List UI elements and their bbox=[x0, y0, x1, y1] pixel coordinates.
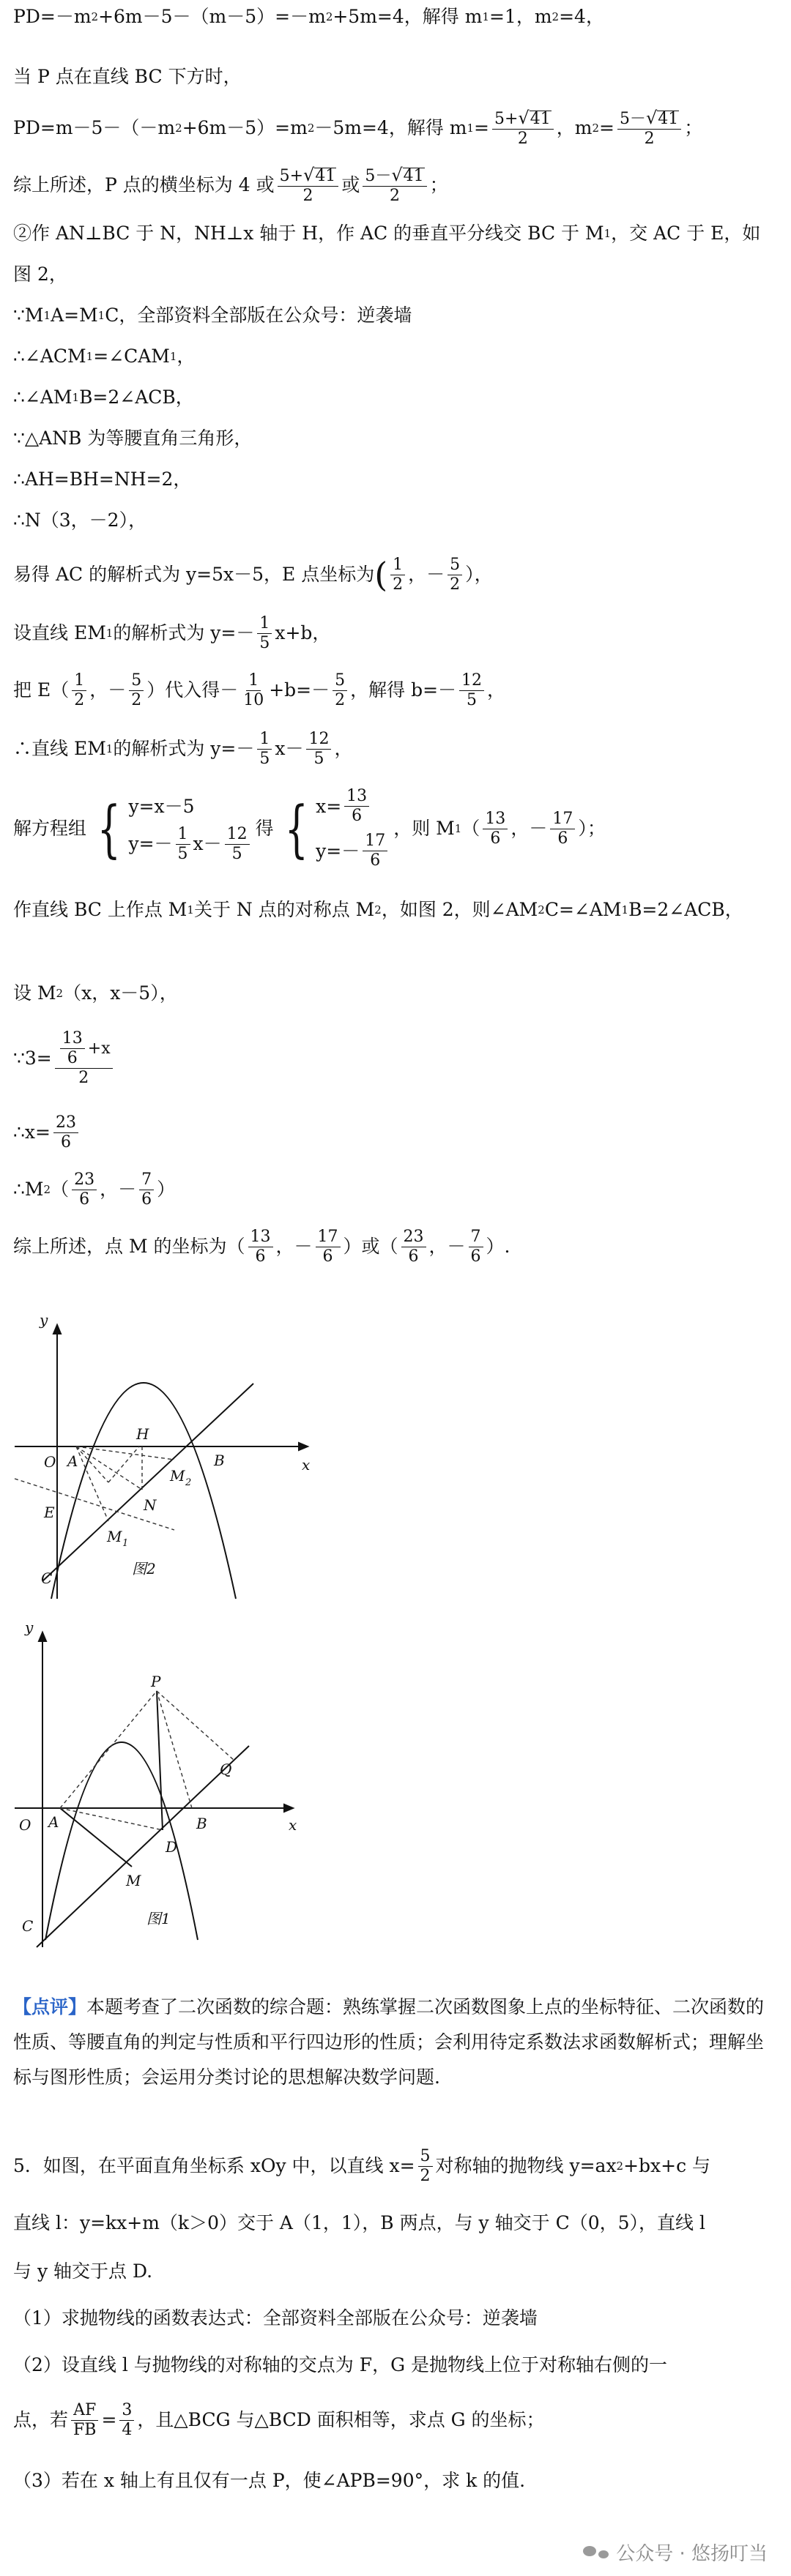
solution-line-18: 作直线 BC 上作点 M 1 关于 N 点的对称点 M 2 ，如图 2，则∠AM 2 C=∠AM 1 B=2∠ACB， bbox=[13, 899, 743, 920]
svg-text:x: x bbox=[302, 1456, 311, 1474]
svg-text:A: A bbox=[48, 1813, 59, 1831]
fraction: $\frac{7}{6}$ bbox=[469, 1228, 483, 1266]
solution-line-19: 设 M 2 （x，x－5）， bbox=[13, 982, 178, 1004]
equation-system: { y=x－5 y=－ $\frac{1}{5}$ x－ $\frac{12}{5}$ bbox=[89, 794, 253, 864]
segment-pd bbox=[157, 1691, 163, 1830]
solution-line-11: ∴AH=BH=NH=2， bbox=[13, 468, 192, 490]
solution-line-15: 把 E（ $\frac{1}{2}$ ，－ $\frac{5}{2}$ ）代入得－ $\frac{1}{10}$ +b=－ $\frac{5}{2}$ ，解得 b=－ $\frac{12}{5}$ ， bbox=[13, 671, 506, 709]
svg-text:x: x bbox=[289, 1816, 297, 1834]
problem5-question-1: （1）求抛物线的函数表达式：全部资料全部版在公众号：逆袭墙 bbox=[13, 2307, 538, 2329]
x-axis-arrow bbox=[299, 1443, 308, 1450]
svg-text:B: B bbox=[214, 1452, 225, 1469]
svg-text:Q: Q bbox=[220, 1761, 232, 1778]
svg-text:图2: 图2 bbox=[132, 1560, 156, 1578]
figure-1-graph bbox=[0, 1610, 337, 1955]
solution-line-4: 综上所述，P 点的横坐标为 4 或 5+ √ 41 2 或 5－ √ 41 2 ； bbox=[13, 164, 448, 205]
problem5-question-2a: （2）设直线 l 与抛物线的对称轴的交点为 F，G 是抛物线上位于对称轴右侧的一 bbox=[13, 2354, 668, 2375]
svg-text:C: C bbox=[41, 1569, 53, 1587]
wechat-icon bbox=[583, 2546, 609, 2558]
svg-text:图1: 图1 bbox=[146, 1910, 171, 1927]
fraction-5-minus-root41: 5－ √ 41 2 bbox=[617, 108, 681, 149]
fraction-5-plus-root41: 5+ √ 41 2 bbox=[278, 165, 339, 206]
equation-solution: { x= $\frac{13}{6}$ y=－ $\frac{17}{6}$ bbox=[277, 787, 391, 870]
solution-line-9: ∴∠AM 1 B=2∠ACB， bbox=[13, 387, 194, 408]
y-axis-arrow bbox=[53, 1325, 61, 1334]
construction-lines bbox=[60, 1691, 234, 1830]
svg-text:P: P bbox=[151, 1673, 161, 1690]
fraction: $\frac{1}{2}$ bbox=[72, 671, 86, 710]
svg-text:M: M bbox=[126, 1872, 141, 1889]
fraction: $\frac{17}{6}$ bbox=[550, 810, 575, 848]
line-bc bbox=[37, 1746, 249, 1947]
solution-line-14: 设直线 EM 1 的解析式为 y=－ $\frac{1}{5}$ x+b， bbox=[13, 613, 331, 652]
fraction: $\frac{1}{5}$ bbox=[257, 614, 272, 653]
commentary bbox=[13, 1990, 778, 2095]
svg-text:D: D bbox=[166, 1838, 178, 1856]
fraction: $\frac{12}{5}$ bbox=[459, 671, 484, 710]
solution-line-23: 综上所述，点 M 的坐标为（ $\frac{13}{6}$ ，－ $\frac{17}{6}$ ）或（ $\frac{23}{6}$ ，－ $\frac{7}{6}$ ）. bbox=[13, 1227, 510, 1266]
svg-text:1: 1 bbox=[122, 1538, 129, 1549]
fraction: $\frac{1}{5}$ bbox=[257, 730, 272, 769]
svg-text:A: A bbox=[67, 1452, 78, 1470]
solution-line-8: ∴∠ACM 1 =∠CAM 1 ， bbox=[13, 346, 196, 367]
fraction: $\frac{17}{6}$ bbox=[316, 1228, 341, 1266]
svg-text:C: C bbox=[22, 1917, 34, 1935]
figure-1 bbox=[0, 1610, 337, 1955]
problem5-line-2: 直线 l：y=kx+m（k＞0）交于 A（1，1），B 两点，与 y 轴交于 C（0，5），直线 l bbox=[13, 2212, 705, 2233]
svg-text:y: y bbox=[40, 1311, 48, 1329]
fraction: $\frac{5}{2}$ bbox=[333, 671, 347, 710]
fraction-5-minus-root41: 5－ √ 41 2 bbox=[363, 165, 426, 206]
figure-2 bbox=[0, 1303, 337, 1610]
fraction-5-plus-root41: 5+ √ 41 2 bbox=[492, 108, 554, 149]
fraction: $\frac{23}{6}$ bbox=[401, 1228, 426, 1266]
fraction: $\frac{5}{2}$ bbox=[129, 671, 144, 710]
svg-text:y: y bbox=[25, 1619, 34, 1636]
solution-line-3: PD=m－5－（－m 2 +6m－5）=m 2 －5m=4，解得 m 1 = 5+ √ 41 2 ，m 2 = 5－ √ 41 2 ； bbox=[13, 107, 703, 148]
svg-text:E: E bbox=[44, 1504, 55, 1521]
fraction: $\frac{1}{2}$ bbox=[390, 556, 405, 594]
solution-line-12: ∴N（3，－2）， bbox=[13, 509, 147, 531]
solution-line-10: ∵△ANB 为等腰直角三角形， bbox=[13, 428, 253, 449]
problem5-line-3: 与 y 轴交于点 D. bbox=[13, 2260, 153, 2282]
ratio-af-fb: $\frac{AF}{FB}$ bbox=[71, 2401, 98, 2440]
solution-line-13: 易得 AC 的解析式为 y=5x－5，E 点坐标为 ( $\frac{1}{2}$ ，－ $\frac{5}{2}$ ）， bbox=[13, 555, 493, 594]
svg-text:H: H bbox=[136, 1425, 149, 1443]
problem5-question-3: （3）若在 x 轴上有且仅有一点 P，使∠APB=90°，求 k 的值. bbox=[13, 2470, 526, 2491]
solution-line-16: ∴直线 EM 1 的解析式为 y=－ $\frac{1}{5}$ x－ $\frac{12}{5}$ ， bbox=[13, 729, 353, 768]
solution-line-7: ∵M 1 A=M 1 C，全部资料全部版在公众号：逆袭墙 bbox=[13, 305, 412, 326]
fraction: $\frac{12}{5}$ bbox=[306, 730, 331, 769]
svg-text:O: O bbox=[44, 1453, 56, 1471]
fraction: $\frac{23}{6}$ bbox=[53, 1113, 78, 1152]
figure-2-graph bbox=[0, 1303, 337, 1610]
ratio-3-4: $\frac{3}{4}$ bbox=[119, 2401, 134, 2440]
svg-text:M: M bbox=[107, 1528, 122, 1545]
problem5-line-1: 5．如图，在平面直角坐标系 xOy 中，以直线 x= $\frac{5}{2}$ 对称轴的抛物线 y=ax 2 +bx+c 与 bbox=[13, 2146, 711, 2185]
solution-line-22: ∴M 2 （ $\frac{23}{6}$ ，－ $\frac{7}{6}$ ） bbox=[13, 1170, 176, 1209]
fraction: $\frac{1}{5}$ bbox=[176, 825, 190, 864]
fraction: $\frac{13}{6}$ bbox=[248, 1228, 273, 1266]
solution-line-6: 图 2， bbox=[13, 264, 67, 285]
fraction: $\frac{17}{6}$ bbox=[363, 832, 387, 870]
construction-lines bbox=[15, 1446, 174, 1530]
y-axis-arrow bbox=[39, 1632, 46, 1641]
fraction: $\frac{5}{2}$ bbox=[448, 556, 462, 594]
segment-am bbox=[60, 1808, 132, 1867]
solution-line-1: PD=－m 2 +6m－5－（m－5）=－m 2 +5m=4，解得 m 1 =1，m 2 =4， bbox=[13, 6, 604, 27]
comment-text: 本题考查了二次函数的综合题：熟练掌握二次函数图象上点的坐标特征、二次函数的性质、等腰直角的判定与性质和平行四边形的性质；会利用待定系数法求函数解析式；理解坐标与图形性质；会运用分类讨论的思想解决数学问题. bbox=[13, 1996, 765, 2088]
svg-text:B: B bbox=[196, 1815, 207, 1832]
fraction: $\frac{1}{10}$ bbox=[243, 671, 264, 709]
svg-text:2: 2 bbox=[185, 1477, 192, 1488]
figure-1-labels bbox=[19, 1619, 297, 1935]
fraction: $\frac{5}{2}$ bbox=[418, 2147, 433, 2186]
solution-line-20: ∵3= $\frac{13}{6}$ +x 2 bbox=[13, 1022, 778, 1095]
solution-line-2: 当 P 点在直线 BC 下方时， bbox=[13, 66, 242, 87]
x-axis-arrow bbox=[284, 1804, 293, 1812]
fraction: $\frac{13}{6}$ bbox=[344, 787, 369, 826]
comment-tag: 【点评】 bbox=[13, 1996, 87, 2017]
compound-fraction: $\frac{13}{6}$ +x 2 bbox=[55, 1029, 113, 1088]
fraction: $\frac{13}{6}$ bbox=[60, 1029, 85, 1068]
fraction: $\frac{13}{6}$ bbox=[483, 810, 508, 848]
fraction: $\frac{7}{6}$ bbox=[139, 1171, 154, 1209]
watermark bbox=[583, 2539, 768, 2566]
watermark-text: 公众号 · 悠扬叮当 bbox=[616, 2543, 768, 2565]
svg-text:N: N bbox=[144, 1496, 157, 1514]
problem5-question-2b: 点，若 $\frac{AF}{FB}$ = $\frac{3}{4}$ ，且△BCG 与△BCD 面积相等，求点 G 的坐标； bbox=[13, 2400, 545, 2439]
line-bc bbox=[42, 1384, 253, 1581]
svg-text:O: O bbox=[19, 1816, 31, 1834]
solution-line-17: 解方程组 { y=x－5 y=－ $\frac{1}{5}$ x－ $\frac{12}{5}$ 得 { x= $\frac{13}{6}$ y=－ $\frac{17}{6}$ ，则 M 1 （ $\frac{13}{6}$ ，－ $\frac{17}{6}$ ）； bbox=[13, 787, 606, 870]
svg-text:M: M bbox=[170, 1467, 185, 1485]
solution-line-5: ②作 AN⊥BC 于 N，NH⊥x 轴于 H，作 AC 的垂直平分线交 BC 于 M 1 ，交 AC 于 E，如 bbox=[13, 223, 761, 244]
solution-line-21: ∴x= $\frac{23}{6}$ bbox=[13, 1108, 778, 1157]
fraction: $\frac{23}{6}$ bbox=[72, 1171, 97, 1209]
fraction: $\frac{12}{5}$ bbox=[225, 825, 250, 864]
